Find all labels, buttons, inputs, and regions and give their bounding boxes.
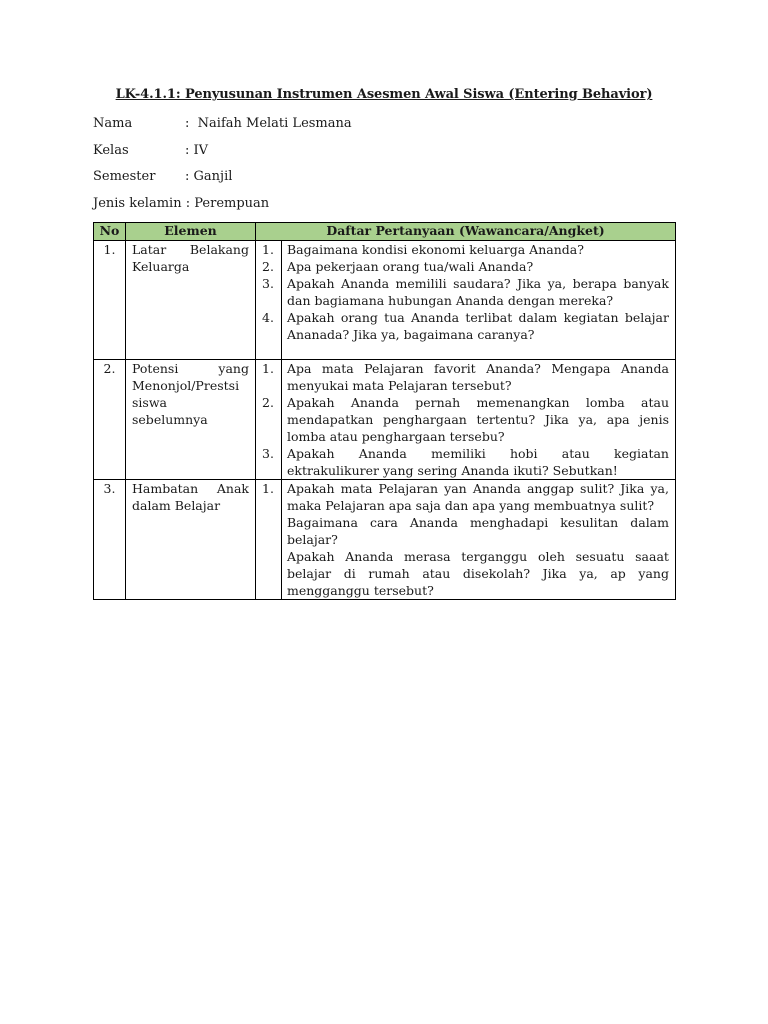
row-number: 1. xyxy=(94,241,126,360)
info-kelas xyxy=(93,143,208,158)
header-no: No xyxy=(94,223,126,241)
question-number: 1. xyxy=(262,481,274,496)
question-text: Apakah mata Pelajaran yan Ananda anggap sulit? Jika ya, xyxy=(287,481,669,496)
question-list: Bagaimana kondisi ekonomi keluarga Ananda? Apa pekerjaan orang tua/wali Ananda? Apakah Ananda memilili saudara? Jika ya, berapa banyak dan bagiamana hubungan Ananda dengan mereka? Apakah orang tua Ananda terlibat dalam kegiatan belajar Ananada? Jika ya, bagaimana caranya? xyxy=(282,241,676,360)
table-row xyxy=(94,480,676,600)
table-row xyxy=(94,241,676,360)
row-number: 3. xyxy=(94,480,126,600)
question-list: Apakah mata Pelajaran yan Ananda anggap sulit? Jika ya, maka Pelajaran apa saja dan apa yang membuatnya sulit? Bagaimana cara Ananda menghadapi kesulitan dalam belajar? Apakah Ananda merasa terganggu oleh sesuatu saaat belajar di rumah atau disekolah? Jika ya, ap yang mengganggu tersebut? xyxy=(282,480,676,600)
header-elemen: Elemen xyxy=(126,223,256,241)
document-title: LK-4.1.1: Penyusunan Instrumen Asesmen Awal Siswa (Entering Behavior) xyxy=(115,87,653,102)
info-semester xyxy=(93,169,232,184)
question-number: 1. xyxy=(262,361,274,376)
table-row xyxy=(94,360,676,480)
info-separator: : xyxy=(185,143,190,158)
question-numbers xyxy=(256,360,282,480)
info-separator: : xyxy=(185,116,190,131)
question-number: 3. xyxy=(262,276,274,291)
question-text: Apakah Ananda memilili saudara? Jika ya, berapa banyak xyxy=(287,276,669,291)
info-label: Nama xyxy=(93,116,133,131)
info-jenis-kelamin xyxy=(93,196,269,211)
row-elemen: Hambatan Anak dalam Belajar xyxy=(126,480,256,600)
question-number: 2. xyxy=(262,395,274,410)
question-numbers xyxy=(256,241,282,360)
row-elemen: Latar Belakang Keluarga xyxy=(126,241,256,360)
question-number: 2. xyxy=(262,259,274,274)
row-number: 2. xyxy=(94,360,126,480)
info-separator: : xyxy=(185,196,191,211)
assessment-table xyxy=(93,222,676,600)
info-nama xyxy=(93,116,352,131)
question-number: 1. xyxy=(262,242,274,257)
question-number: 3. xyxy=(262,446,274,461)
info-value: IV xyxy=(193,143,209,158)
question-list: Apa mata Pelajaran favorit Ananda? Mengapa Ananda menyukai mata Pelajaran tersebut? Apakah Ananda pernah memenangkan lomba atau mendapatkan penghargaan tertentu? Jika ya, apa jenis lomba atau penghargaan tersebu? Apakah Ananda memiliki hobi atau kegiatan ektrakulikurer yang sering Ananda ikuti? Sebutkan! xyxy=(282,360,676,480)
header-pertanyaan: Daftar Pertanyaan (Wawancara/Angket) xyxy=(256,223,676,241)
info-label: Jenis kelamin xyxy=(93,196,182,211)
question-text: Apakah Ananda memiliki hobi atau kegiatan xyxy=(287,446,669,461)
table-header-row xyxy=(94,223,676,241)
info-value: Naifah Melati Lesmana xyxy=(197,116,352,131)
info-value: Ganjil xyxy=(193,169,233,184)
info-label: Semester xyxy=(93,169,156,184)
question-text: Bagaimana kondisi ekonomi keluarga Ananda? xyxy=(287,242,584,257)
info-label: Kelas xyxy=(93,143,129,158)
question-text: Apakah Ananda pernah memenangkan lomba atau xyxy=(287,395,669,410)
info-separator: : xyxy=(185,169,190,184)
question-numbers xyxy=(256,480,282,600)
question-number: 4. xyxy=(262,310,274,325)
question-text: Apa mata Pelajaran favorit Ananda? Mengapa Ananda xyxy=(287,361,669,376)
question-text: Apakah orang tua Ananda terlibat dalam kegiatan belajar xyxy=(287,310,669,325)
question-text: Apa pekerjaan orang tua/wali Ananda? xyxy=(287,259,534,274)
info-value: Perempuan xyxy=(194,196,270,211)
row-elemen: Potensi yang Menonjol/Prestsi siswa sebelumnya xyxy=(126,360,256,480)
